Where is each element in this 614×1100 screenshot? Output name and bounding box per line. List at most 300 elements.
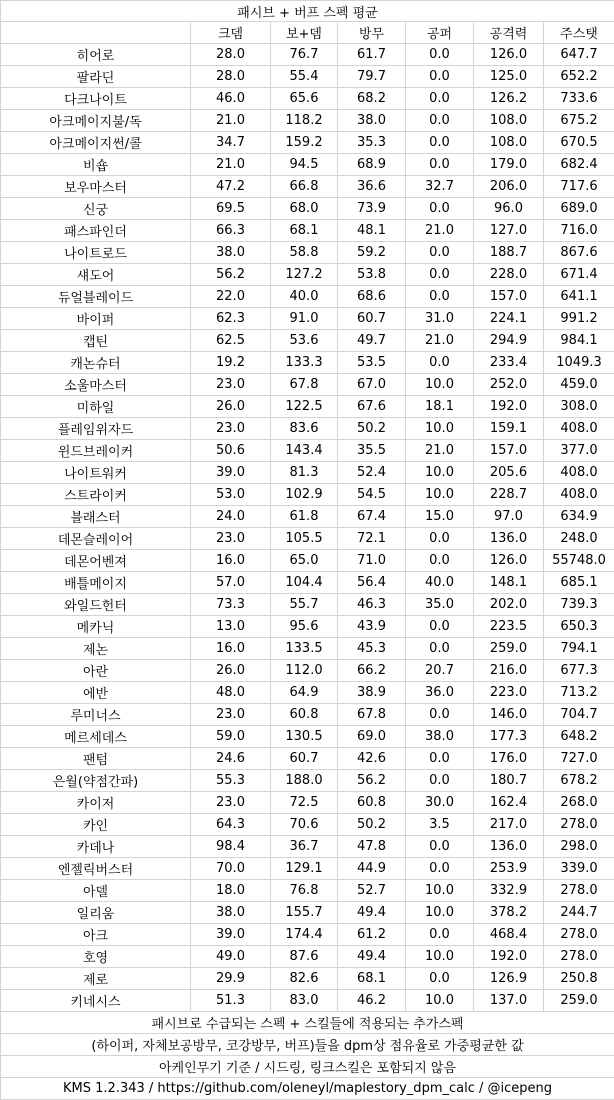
crit-damage-cell: 56.2 bbox=[191, 264, 271, 286]
crit-damage-cell: 38.0 bbox=[191, 242, 271, 264]
crit-damage-cell: 46.0 bbox=[191, 88, 271, 110]
class-name-cell: 캡틴 bbox=[1, 330, 191, 352]
table-row bbox=[1, 902, 614, 924]
ignore-defense-cell: 47.8 bbox=[338, 836, 406, 858]
attack-percent-cell: 0.0 bbox=[406, 704, 474, 726]
boss-damage-cell: 66.8 bbox=[271, 176, 338, 198]
class-name-cell: 배틀메이지 bbox=[1, 572, 191, 594]
header-row bbox=[1, 22, 614, 44]
crit-damage-cell: 23.0 bbox=[191, 418, 271, 440]
main-stat-cell: 682.4 bbox=[544, 154, 614, 176]
boss-damage-cell: 76.8 bbox=[271, 880, 338, 902]
table-row bbox=[1, 550, 614, 572]
main-stat-cell: 704.7 bbox=[544, 704, 614, 726]
attack-power-cell: 108.0 bbox=[474, 132, 544, 154]
table-row bbox=[1, 484, 614, 506]
boss-damage-cell: 65.6 bbox=[271, 88, 338, 110]
attack-power-cell: 228.0 bbox=[474, 264, 544, 286]
class-name-cell: 메르세데스 bbox=[1, 726, 191, 748]
boss-damage-cell: 127.2 bbox=[271, 264, 338, 286]
main-stat-cell: 678.2 bbox=[544, 770, 614, 792]
note-row bbox=[1, 1012, 614, 1034]
main-stat-cell: 308.0 bbox=[544, 396, 614, 418]
ignore-defense-cell: 52.7 bbox=[338, 880, 406, 902]
main-stat-cell: 794.1 bbox=[544, 638, 614, 660]
crit-damage-cell: 23.0 bbox=[191, 704, 271, 726]
attack-power-cell: 126.2 bbox=[474, 88, 544, 110]
crit-damage-cell: 28.0 bbox=[191, 44, 271, 66]
crit-damage-cell: 18.0 bbox=[191, 880, 271, 902]
ignore-defense-cell: 38.9 bbox=[338, 682, 406, 704]
ignore-defense-cell: 67.4 bbox=[338, 506, 406, 528]
attack-percent-cell: 21.0 bbox=[406, 440, 474, 462]
class-name-cell: 신궁 bbox=[1, 198, 191, 220]
attack-percent-cell: 10.0 bbox=[406, 946, 474, 968]
ignore-defense-cell: 69.0 bbox=[338, 726, 406, 748]
boss-damage-cell: 61.8 bbox=[271, 506, 338, 528]
boss-damage-cell: 155.7 bbox=[271, 902, 338, 924]
attack-power-cell: 205.6 bbox=[474, 462, 544, 484]
table-row bbox=[1, 308, 614, 330]
attack-power-cell: 188.7 bbox=[474, 242, 544, 264]
ignore-defense-cell: 68.6 bbox=[338, 286, 406, 308]
attack-percent-cell: 10.0 bbox=[406, 880, 474, 902]
table-row bbox=[1, 858, 614, 880]
table-row bbox=[1, 154, 614, 176]
crit-damage-cell: 23.0 bbox=[191, 374, 271, 396]
boss-damage-cell: 91.0 bbox=[271, 308, 338, 330]
attack-power-cell: 176.0 bbox=[474, 748, 544, 770]
table-row bbox=[1, 330, 614, 352]
main-stat-cell: 733.6 bbox=[544, 88, 614, 110]
class-name-cell: 에반 bbox=[1, 682, 191, 704]
boss-damage-cell: 102.9 bbox=[271, 484, 338, 506]
crit-damage-cell: 49.0 bbox=[191, 946, 271, 968]
footnote-text: 아케인무기 기준 / 시드링, 링크스킬은 포함되지 않음 bbox=[1, 1056, 614, 1078]
class-name-cell: 블래스터 bbox=[1, 506, 191, 528]
attack-power-cell: 252.0 bbox=[474, 374, 544, 396]
main-stat-cell: 408.0 bbox=[544, 462, 614, 484]
crit-damage-cell: 19.2 bbox=[191, 352, 271, 374]
boss-damage-cell: 68.1 bbox=[271, 220, 338, 242]
boss-damage-cell: 55.4 bbox=[271, 66, 338, 88]
ignore-defense-cell: 56.2 bbox=[338, 770, 406, 792]
main-stat-cell: 1049.3 bbox=[544, 352, 614, 374]
class-name-cell: 엔젤릭버스터 bbox=[1, 858, 191, 880]
attack-percent-cell: 10.0 bbox=[406, 418, 474, 440]
boss-damage-cell: 36.7 bbox=[271, 836, 338, 858]
boss-damage-cell: 159.2 bbox=[271, 132, 338, 154]
ignore-defense-cell: 59.2 bbox=[338, 242, 406, 264]
main-stat-cell: 377.0 bbox=[544, 440, 614, 462]
class-name-cell: 플레임위자드 bbox=[1, 418, 191, 440]
ignore-defense-cell: 61.7 bbox=[338, 44, 406, 66]
ignore-defense-cell: 35.5 bbox=[338, 440, 406, 462]
boss-damage-cell: 83.0 bbox=[271, 990, 338, 1012]
class-name-cell: 호영 bbox=[1, 946, 191, 968]
attack-power-cell: 192.0 bbox=[474, 396, 544, 418]
boss-damage-cell: 40.0 bbox=[271, 286, 338, 308]
table-row bbox=[1, 352, 614, 374]
boss-damage-cell: 94.5 bbox=[271, 154, 338, 176]
main-stat-cell: 634.9 bbox=[544, 506, 614, 528]
main-stat-cell: 648.2 bbox=[544, 726, 614, 748]
table-row bbox=[1, 374, 614, 396]
boss-damage-cell: 105.5 bbox=[271, 528, 338, 550]
attack-percent-cell: 0.0 bbox=[406, 858, 474, 880]
ignore-defense-cell: 38.0 bbox=[338, 110, 406, 132]
class-name-cell: 카이저 bbox=[1, 792, 191, 814]
ignore-defense-cell: 46.2 bbox=[338, 990, 406, 1012]
attack-percent-cell: 35.0 bbox=[406, 594, 474, 616]
class-name-cell: 미하일 bbox=[1, 396, 191, 418]
boss-damage-cell: 129.1 bbox=[271, 858, 338, 880]
attack-power-cell: 253.9 bbox=[474, 858, 544, 880]
attack-power-cell: 332.9 bbox=[474, 880, 544, 902]
attack-percent-cell: 10.0 bbox=[406, 462, 474, 484]
table-row bbox=[1, 968, 614, 990]
footnote-text: 패시브로 수급되는 스펙 + 스킬들에 적용되는 추가스펙 bbox=[1, 1012, 614, 1034]
class-name-cell: 키네시스 bbox=[1, 990, 191, 1012]
crit-damage-cell: 59.0 bbox=[191, 726, 271, 748]
boss-damage-cell: 72.5 bbox=[271, 792, 338, 814]
main-stat-cell: 716.0 bbox=[544, 220, 614, 242]
crit-damage-cell: 24.0 bbox=[191, 506, 271, 528]
ignore-defense-cell: 67.8 bbox=[338, 704, 406, 726]
table-row bbox=[1, 66, 614, 88]
crit-damage-cell: 47.2 bbox=[191, 176, 271, 198]
table-row bbox=[1, 924, 614, 946]
main-stat-cell: 339.0 bbox=[544, 858, 614, 880]
ignore-defense-cell: 71.0 bbox=[338, 550, 406, 572]
boss-damage-cell: 133.5 bbox=[271, 638, 338, 660]
main-stat-cell: 984.1 bbox=[544, 330, 614, 352]
boss-damage-cell: 60.7 bbox=[271, 748, 338, 770]
table-row bbox=[1, 198, 614, 220]
class-name-cell: 나이트워커 bbox=[1, 462, 191, 484]
crit-damage-cell: 23.0 bbox=[191, 792, 271, 814]
ignore-defense-cell: 46.3 bbox=[338, 594, 406, 616]
attack-power-cell: 136.0 bbox=[474, 528, 544, 550]
class-name-cell: 나이트로드 bbox=[1, 242, 191, 264]
class-name-cell: 바이퍼 bbox=[1, 308, 191, 330]
class-name-cell: 일리움 bbox=[1, 902, 191, 924]
class-name-cell: 데몬슬레이어 bbox=[1, 528, 191, 550]
main-stat-cell: 713.2 bbox=[544, 682, 614, 704]
header-cell-attack-power: 공격력 bbox=[474, 22, 544, 44]
attack-power-cell: 468.4 bbox=[474, 924, 544, 946]
attack-power-cell: 179.0 bbox=[474, 154, 544, 176]
class-name-cell: 은월(약점간파) bbox=[1, 770, 191, 792]
ignore-defense-cell: 73.9 bbox=[338, 198, 406, 220]
ignore-defense-cell: 68.1 bbox=[338, 968, 406, 990]
table-row bbox=[1, 440, 614, 462]
table-row bbox=[1, 836, 614, 858]
attack-percent-cell: 32.7 bbox=[406, 176, 474, 198]
note-row bbox=[1, 1078, 614, 1100]
main-stat-cell: 248.0 bbox=[544, 528, 614, 550]
table-row bbox=[1, 132, 614, 154]
boss-damage-cell: 68.0 bbox=[271, 198, 338, 220]
class-name-cell: 제로 bbox=[1, 968, 191, 990]
attack-percent-cell: 38.0 bbox=[406, 726, 474, 748]
attack-power-cell: 126.0 bbox=[474, 550, 544, 572]
attack-percent-cell: 0.0 bbox=[406, 770, 474, 792]
crit-damage-cell: 50.6 bbox=[191, 440, 271, 462]
attack-percent-cell: 0.0 bbox=[406, 264, 474, 286]
attack-percent-cell: 0.0 bbox=[406, 110, 474, 132]
attack-percent-cell: 36.0 bbox=[406, 682, 474, 704]
table-row bbox=[1, 880, 614, 902]
ignore-defense-cell: 53.5 bbox=[338, 352, 406, 374]
main-stat-cell: 55748.0 bbox=[544, 550, 614, 572]
attack-percent-cell: 0.0 bbox=[406, 132, 474, 154]
attack-power-cell: 224.1 bbox=[474, 308, 544, 330]
table-row bbox=[1, 748, 614, 770]
crit-damage-cell: 38.0 bbox=[191, 902, 271, 924]
crit-damage-cell: 13.0 bbox=[191, 616, 271, 638]
attack-power-cell: 96.0 bbox=[474, 198, 544, 220]
main-stat-cell: 685.1 bbox=[544, 572, 614, 594]
main-stat-cell: 250.8 bbox=[544, 968, 614, 990]
attack-percent-cell: 0.0 bbox=[406, 88, 474, 110]
ignore-defense-cell: 60.8 bbox=[338, 792, 406, 814]
attack-power-cell: 217.0 bbox=[474, 814, 544, 836]
class-name-cell: 소울마스터 bbox=[1, 374, 191, 396]
main-stat-cell: 278.0 bbox=[544, 814, 614, 836]
crit-damage-cell: 23.0 bbox=[191, 528, 271, 550]
boss-damage-cell: 70.6 bbox=[271, 814, 338, 836]
footnote-text: KMS 1.2.343 / https://github.com/oleneyl/maplestory_dpm_calc / @icepeng bbox=[1, 1078, 614, 1100]
table-row bbox=[1, 506, 614, 528]
crit-damage-cell: 34.7 bbox=[191, 132, 271, 154]
ignore-defense-cell: 53.8 bbox=[338, 264, 406, 286]
attack-power-cell: 223.0 bbox=[474, 682, 544, 704]
class-name-cell: 카데나 bbox=[1, 836, 191, 858]
ignore-defense-cell: 56.4 bbox=[338, 572, 406, 594]
attack-power-cell: 108.0 bbox=[474, 110, 544, 132]
attack-power-cell: 148.1 bbox=[474, 572, 544, 594]
crit-damage-cell: 21.0 bbox=[191, 110, 271, 132]
header-cell-boss-damage: 보+뎀 bbox=[271, 22, 338, 44]
main-stat-cell: 652.2 bbox=[544, 66, 614, 88]
table-row bbox=[1, 418, 614, 440]
crit-damage-cell: 39.0 bbox=[191, 924, 271, 946]
main-stat-cell: 408.0 bbox=[544, 418, 614, 440]
ignore-defense-cell: 49.4 bbox=[338, 902, 406, 924]
crit-damage-cell: 69.5 bbox=[191, 198, 271, 220]
attack-power-cell: 125.0 bbox=[474, 66, 544, 88]
crit-damage-cell: 51.3 bbox=[191, 990, 271, 1012]
crit-damage-cell: 39.0 bbox=[191, 462, 271, 484]
boss-damage-cell: 174.4 bbox=[271, 924, 338, 946]
crit-damage-cell: 62.5 bbox=[191, 330, 271, 352]
main-stat-cell: 641.1 bbox=[544, 286, 614, 308]
table-row bbox=[1, 990, 614, 1012]
ignore-defense-cell: 50.2 bbox=[338, 418, 406, 440]
table-row bbox=[1, 814, 614, 836]
main-stat-cell: 671.4 bbox=[544, 264, 614, 286]
attack-percent-cell: 40.0 bbox=[406, 572, 474, 594]
attack-percent-cell: 31.0 bbox=[406, 308, 474, 330]
boss-damage-cell: 133.3 bbox=[271, 352, 338, 374]
main-stat-cell: 867.6 bbox=[544, 242, 614, 264]
crit-damage-cell: 48.0 bbox=[191, 682, 271, 704]
boss-damage-cell: 76.7 bbox=[271, 44, 338, 66]
crit-damage-cell: 55.3 bbox=[191, 770, 271, 792]
class-name-cell: 아란 bbox=[1, 660, 191, 682]
boss-damage-cell: 95.6 bbox=[271, 616, 338, 638]
attack-percent-cell: 15.0 bbox=[406, 506, 474, 528]
attack-power-cell: 259.0 bbox=[474, 638, 544, 660]
class-name-cell: 메카닉 bbox=[1, 616, 191, 638]
main-stat-cell: 689.0 bbox=[544, 198, 614, 220]
crit-damage-cell: 26.0 bbox=[191, 660, 271, 682]
attack-power-cell: 202.0 bbox=[474, 594, 544, 616]
attack-power-cell: 97.0 bbox=[474, 506, 544, 528]
boss-damage-cell: 58.8 bbox=[271, 242, 338, 264]
attack-percent-cell: 0.0 bbox=[406, 66, 474, 88]
ignore-defense-cell: 43.9 bbox=[338, 616, 406, 638]
table-row bbox=[1, 220, 614, 242]
table-row bbox=[1, 792, 614, 814]
header-cell-class bbox=[1, 22, 191, 44]
ignore-defense-cell: 79.7 bbox=[338, 66, 406, 88]
table-row bbox=[1, 528, 614, 550]
attack-power-cell: 228.7 bbox=[474, 484, 544, 506]
main-stat-cell: 268.0 bbox=[544, 792, 614, 814]
crit-damage-cell: 28.0 bbox=[191, 66, 271, 88]
attack-power-cell: 216.0 bbox=[474, 660, 544, 682]
boss-damage-cell: 60.8 bbox=[271, 704, 338, 726]
class-name-cell: 스트라이커 bbox=[1, 484, 191, 506]
crit-damage-cell: 16.0 bbox=[191, 550, 271, 572]
header-cell-crit-damage: 크뎀 bbox=[191, 22, 271, 44]
boss-damage-cell: 64.9 bbox=[271, 682, 338, 704]
class-name-cell: 와일드헌터 bbox=[1, 594, 191, 616]
header-cell-ignore-defense: 방무 bbox=[338, 22, 406, 44]
ignore-defense-cell: 61.2 bbox=[338, 924, 406, 946]
main-stat-cell: 650.3 bbox=[544, 616, 614, 638]
ignore-defense-cell: 35.3 bbox=[338, 132, 406, 154]
main-stat-cell: 408.0 bbox=[544, 484, 614, 506]
ignore-defense-cell: 67.0 bbox=[338, 374, 406, 396]
attack-percent-cell: 10.0 bbox=[406, 374, 474, 396]
table-row bbox=[1, 44, 614, 66]
attack-percent-cell: 10.0 bbox=[406, 484, 474, 506]
crit-damage-cell: 53.0 bbox=[191, 484, 271, 506]
attack-percent-cell: 21.0 bbox=[406, 330, 474, 352]
table-row bbox=[1, 946, 614, 968]
attack-percent-cell: 0.0 bbox=[406, 198, 474, 220]
ignore-defense-cell: 44.9 bbox=[338, 858, 406, 880]
attack-power-cell: 206.0 bbox=[474, 176, 544, 198]
main-stat-cell: 278.0 bbox=[544, 880, 614, 902]
table-row bbox=[1, 176, 614, 198]
class-name-cell: 루미너스 bbox=[1, 704, 191, 726]
class-name-cell: 제논 bbox=[1, 638, 191, 660]
crit-damage-cell: 21.0 bbox=[191, 154, 271, 176]
class-name-cell: 아델 bbox=[1, 880, 191, 902]
attack-percent-cell: 21.0 bbox=[406, 220, 474, 242]
ignore-defense-cell: 42.6 bbox=[338, 748, 406, 770]
class-name-cell: 아크메이지썬/콜 bbox=[1, 132, 191, 154]
table-row bbox=[1, 638, 614, 660]
crit-damage-cell: 62.3 bbox=[191, 308, 271, 330]
class-name-cell: 다크나이트 bbox=[1, 88, 191, 110]
note-row bbox=[1, 1034, 614, 1056]
attack-power-cell: 157.0 bbox=[474, 286, 544, 308]
boss-damage-cell: 87.6 bbox=[271, 946, 338, 968]
main-stat-cell: 677.3 bbox=[544, 660, 614, 682]
ignore-defense-cell: 49.4 bbox=[338, 946, 406, 968]
ignore-defense-cell: 68.9 bbox=[338, 154, 406, 176]
ignore-defense-cell: 67.6 bbox=[338, 396, 406, 418]
header-cell-main-stat: 주스탯 bbox=[544, 22, 614, 44]
class-name-cell: 카인 bbox=[1, 814, 191, 836]
crit-damage-cell: 24.6 bbox=[191, 748, 271, 770]
attack-power-cell: 192.0 bbox=[474, 946, 544, 968]
attack-percent-cell: 0.0 bbox=[406, 924, 474, 946]
attack-percent-cell: 10.0 bbox=[406, 902, 474, 924]
crit-damage-cell: 66.3 bbox=[191, 220, 271, 242]
attack-power-cell: 177.3 bbox=[474, 726, 544, 748]
crit-damage-cell: 98.4 bbox=[191, 836, 271, 858]
table-row bbox=[1, 594, 614, 616]
crit-damage-cell: 57.0 bbox=[191, 572, 271, 594]
ignore-defense-cell: 48.1 bbox=[338, 220, 406, 242]
ignore-defense-cell: 66.2 bbox=[338, 660, 406, 682]
class-name-cell: 아크메이지불/독 bbox=[1, 110, 191, 132]
boss-damage-cell: 130.5 bbox=[271, 726, 338, 748]
boss-damage-cell: 65.0 bbox=[271, 550, 338, 572]
main-stat-cell: 717.6 bbox=[544, 176, 614, 198]
table-row bbox=[1, 88, 614, 110]
attack-percent-cell: 0.0 bbox=[406, 242, 474, 264]
class-name-cell: 팔라딘 bbox=[1, 66, 191, 88]
main-stat-cell: 278.0 bbox=[544, 924, 614, 946]
ignore-defense-cell: 72.1 bbox=[338, 528, 406, 550]
boss-damage-cell: 55.7 bbox=[271, 594, 338, 616]
attack-percent-cell: 0.0 bbox=[406, 748, 474, 770]
main-stat-cell: 647.7 bbox=[544, 44, 614, 66]
ignore-defense-cell: 50.2 bbox=[338, 814, 406, 836]
class-name-cell: 비숍 bbox=[1, 154, 191, 176]
table-row bbox=[1, 264, 614, 286]
table-row bbox=[1, 242, 614, 264]
attack-percent-cell: 0.0 bbox=[406, 638, 474, 660]
table-row bbox=[1, 770, 614, 792]
attack-percent-cell: 0.0 bbox=[406, 968, 474, 990]
main-stat-cell: 278.0 bbox=[544, 946, 614, 968]
ignore-defense-cell: 52.4 bbox=[338, 462, 406, 484]
table-row bbox=[1, 726, 614, 748]
class-name-cell: 패스파인더 bbox=[1, 220, 191, 242]
main-stat-cell: 727.0 bbox=[544, 748, 614, 770]
boss-damage-cell: 122.5 bbox=[271, 396, 338, 418]
attack-percent-cell: 0.0 bbox=[406, 286, 474, 308]
header-cell-attack-percent: 공퍼 bbox=[406, 22, 474, 44]
class-name-cell: 듀얼블레이드 bbox=[1, 286, 191, 308]
attack-power-cell: 146.0 bbox=[474, 704, 544, 726]
class-name-cell: 히어로 bbox=[1, 44, 191, 66]
crit-damage-cell: 26.0 bbox=[191, 396, 271, 418]
attack-percent-cell: 3.5 bbox=[406, 814, 474, 836]
crit-damage-cell: 73.3 bbox=[191, 594, 271, 616]
attack-power-cell: 127.0 bbox=[474, 220, 544, 242]
attack-power-cell: 180.7 bbox=[474, 770, 544, 792]
ignore-defense-cell: 68.2 bbox=[338, 88, 406, 110]
